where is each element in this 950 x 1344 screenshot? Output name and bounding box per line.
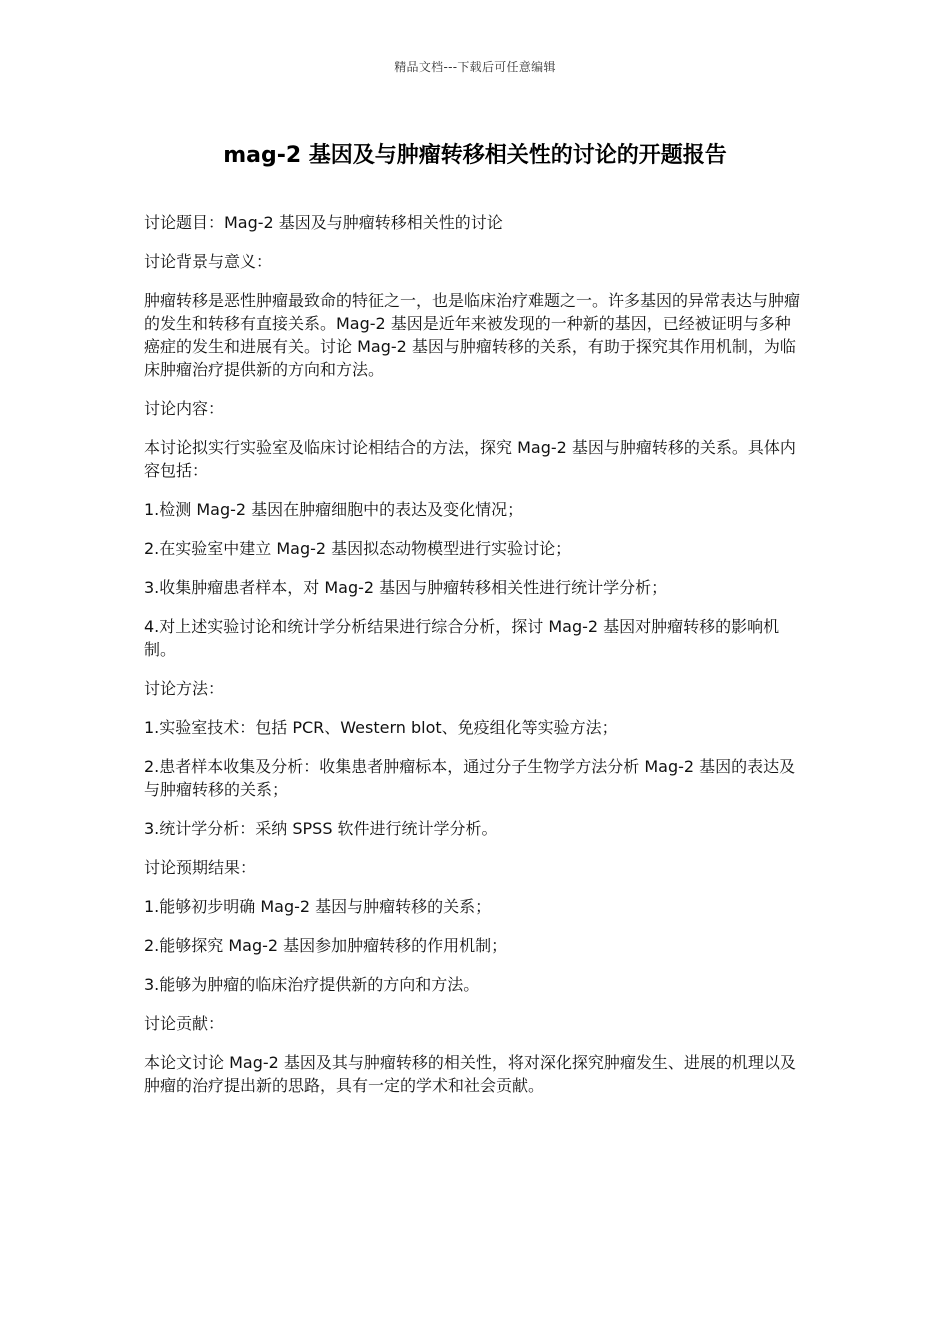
research-topic: 讨论题目：Mag-2 基因及与肿瘤转移相关性的讨论 bbox=[144, 213, 503, 232]
content-item: 3.收集肿瘤患者样本，对 Mag-2 基因与肿瘤转移相关性进行统计学分析； bbox=[144, 578, 668, 597]
section-heading-background: 讨论背景与意义： bbox=[144, 252, 273, 271]
contribution-paragraph: 本论文讨论 Mag-2 基因及其与肿瘤转移的相关性，将对深化探究肿瘤发生、进展的机理以及肿瘤的治疗提出新的思路，具有一定的学术和社会贡献。 bbox=[144, 1053, 796, 1095]
expected-result-item: 3.能够为肿瘤的临床治疗提供新的方向和方法。 bbox=[144, 975, 480, 994]
method-item: 2.患者样本收集及分析：收集患者肿瘤标本，通过分子生物学方法分析 Mag-2 基因的表达及与肿瘤转移的关系； bbox=[144, 757, 796, 799]
page-header: 精品文档---下载后可任意编辑 bbox=[394, 60, 556, 74]
content-intro-paragraph: 本讨论拟实行实验室及临床讨论相结合的方法，探究 Mag-2 基因与肿瘤转移的关系。具体内容包括： bbox=[144, 438, 796, 480]
section-heading-contribution: 讨论贡献： bbox=[144, 1014, 225, 1033]
background-paragraph: 肿瘤转移是恶性肿瘤最致命的特征之一，也是临床治疗难题之一。许多基因的异常表达与肿瘤的发生和转移有直接关系。Mag-2 基因是近年来被发现的一种新的基因，已经被证明与多种癌症的发生和进展有关。讨论 Mag-2 基因与肿瘤转移的关系，有助于探究其作用机制，为临床肿瘤治疗提供新的方向和方法。 bbox=[144, 291, 801, 379]
method-item: 3.统计学分析：采纳 SPSS 软件进行统计学分析。 bbox=[144, 819, 498, 838]
content-item: 2.在实验室中建立 Mag-2 基因拟态动物模型进行实验讨论； bbox=[144, 539, 572, 558]
section-heading-content: 讨论内容： bbox=[144, 399, 225, 418]
section-heading-expected-results: 讨论预期结果： bbox=[144, 858, 257, 877]
document-title: mag-2 基因及与肿瘤转移相关性的讨论的开题报告 bbox=[223, 143, 727, 168]
method-item: 1.实验室技术：包括 PCR、Western blot、免疫组化等实验方法； bbox=[144, 718, 618, 737]
content-item: 4.对上述实验讨论和统计学分析结果进行综合分析，探讨 Mag-2 基因对肿瘤转移的影响机制。 bbox=[144, 617, 780, 659]
content-item: 1.检测 Mag-2 基因在肿瘤细胞中的表达及变化情况； bbox=[144, 500, 524, 519]
expected-result-item: 2.能够探究 Mag-2 基因参加肿瘤转移的作用机制； bbox=[144, 936, 508, 955]
document-body bbox=[144, 211, 804, 1113]
expected-result-item: 1.能够初步明确 Mag-2 基因与肿瘤转移的关系； bbox=[144, 897, 492, 916]
section-heading-methods: 讨论方法： bbox=[144, 679, 225, 698]
